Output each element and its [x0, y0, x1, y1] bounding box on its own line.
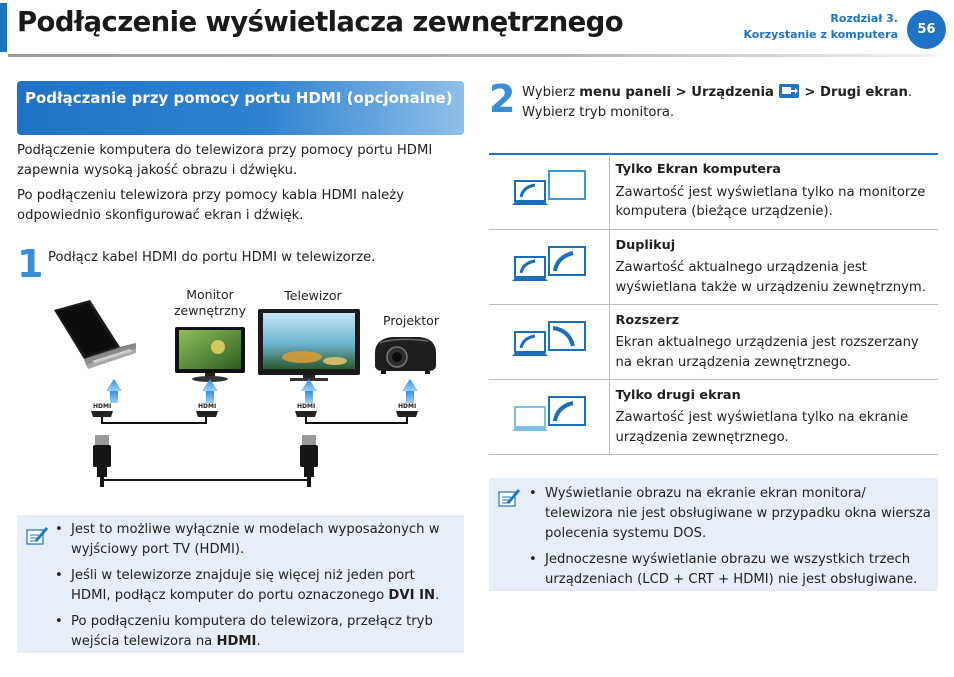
projector-illustration	[375, 337, 436, 374]
note-left-item-2: • Jeśli w telewizorze znajduje się więcej niż jeden port HDMI, podłącz komputer do portu oznaczonego DVI IN.	[55, 566, 457, 606]
mode-row	[489, 304, 938, 379]
label-projector: Projektor	[383, 313, 439, 328]
mode-row	[489, 379, 938, 454]
note-right-item-2: • Jednoczesne wyświetlanie obrazu we wszystkich trzech urządzeniach (LCD + CRT + HDMI) nie jest obsługiwane.	[529, 550, 931, 590]
page-title: Podłączenie wyświetlacza zewnętrznego	[17, 6, 624, 38]
mode-name: Tylko Ekran komputera	[615, 162, 781, 177]
mode-icon-cell	[489, 229, 609, 304]
hdmi-cables	[102, 417, 407, 423]
note-box-left	[17, 515, 464, 653]
mode-description: Zawartość jest wyświetlana tylko na monitorze komputera (bieżące urządzenie).	[615, 184, 926, 219]
laptop-illustration	[54, 300, 136, 369]
second-screen-only-icon	[511, 395, 587, 435]
note-pen-icon	[23, 524, 49, 548]
monitor-illustration	[175, 327, 245, 382]
intro-paragraph-1: Podłączenie komputera do telewizora przy pomocy portu HDMI zapewnia wysoką jakość obrazu i dźwięku.	[17, 143, 433, 178]
step-1-text: Podłącz kabel HDMI do portu HDMI w telewizorze.	[48, 250, 376, 265]
page-number-badge: 56	[907, 10, 946, 49]
pc-screen-only-icon	[511, 169, 587, 209]
mode-description: Zawartość jest wyświetlana tylko na ekranie urządzenia zewnętrznego.	[615, 410, 909, 445]
header-divider	[8, 54, 936, 57]
hdmi-port-labels	[93, 403, 416, 410]
chapter-label	[743, 11, 898, 43]
devices-charm-icon	[778, 83, 800, 99]
svg-text:HDMI: HDMI	[297, 403, 316, 410]
step-1-number: 1	[17, 242, 44, 286]
mode-description: Ekran aktualnego urządzenia jest rozszerzany na ekran urządzenia zewnętrznego.	[615, 335, 919, 370]
hdmi-ports	[91, 411, 418, 417]
tv-illustration	[258, 309, 360, 381]
extend-icon	[511, 320, 587, 360]
intro-paragraph-2: Po podłączeniu telewizora przy pomocy kabla HDMI należy odpowiednio skonfigurować ekran i dźwięk.	[17, 188, 405, 223]
hdmi-connection-diagram	[40, 295, 460, 490]
duplicate-icon	[511, 245, 587, 285]
note-left-item-3: • Po podłączeniu komputera do telewizora, przełącz tryb wejścia telewizora na HDMI.	[55, 612, 457, 652]
note-left-item-1: • Jest to możliwe wyłącznie w modelach wyposażonych w wyjściowy port TV (HDMI).	[55, 520, 457, 560]
chapter-title: Korzystanie z komputera	[743, 28, 898, 41]
arrows-up	[106, 379, 418, 403]
display-modes-table	[489, 154, 938, 455]
label-external-monitor: Monitor zewnętrzny	[173, 287, 246, 318]
mode-icon-cell	[489, 379, 609, 454]
header-accent-bar	[0, 3, 7, 52]
step-2-text: Wybierz menu paneli > Urządzenia > Drugi ekran. Wybierz tryb monitora.	[522, 85, 913, 120]
svg-text:HDMI: HDMI	[398, 403, 417, 410]
note-pen-icon	[495, 486, 521, 510]
step-2-number: 2	[489, 77, 516, 121]
note-right-item-1: • Wyświetlanie obrazu na ekranie ekran monitora/ telewizora nie jest obsługiwane w przypadku okna wiersza polecenia systemu DOS.	[529, 484, 931, 544]
section-header: Podłączanie przy pomocy portu HDMI (opcjonalne)	[17, 81, 464, 135]
mode-row	[489, 229, 938, 304]
mode-description: Zawartość aktualnego urządzenia jest wyświetlana także w urządzeniu zewnętrznym.	[615, 260, 926, 295]
svg-text:HDMI: HDMI	[93, 403, 112, 410]
mode-icon-cell	[489, 304, 609, 379]
mode-icon-cell	[489, 154, 609, 229]
mode-name: Tylko drugi ekran	[615, 387, 741, 403]
svg-text:HDMI: HDMI	[198, 403, 217, 410]
chapter-number: Rozdział 3.	[830, 12, 898, 25]
mode-name: Rozszerz	[615, 312, 680, 328]
hdmi-connectors	[93, 435, 318, 487]
mode-name: Duplikuj	[615, 237, 676, 253]
label-tv: Telewizor	[284, 288, 342, 303]
note-box-right	[489, 478, 938, 591]
mode-row	[489, 154, 938, 229]
